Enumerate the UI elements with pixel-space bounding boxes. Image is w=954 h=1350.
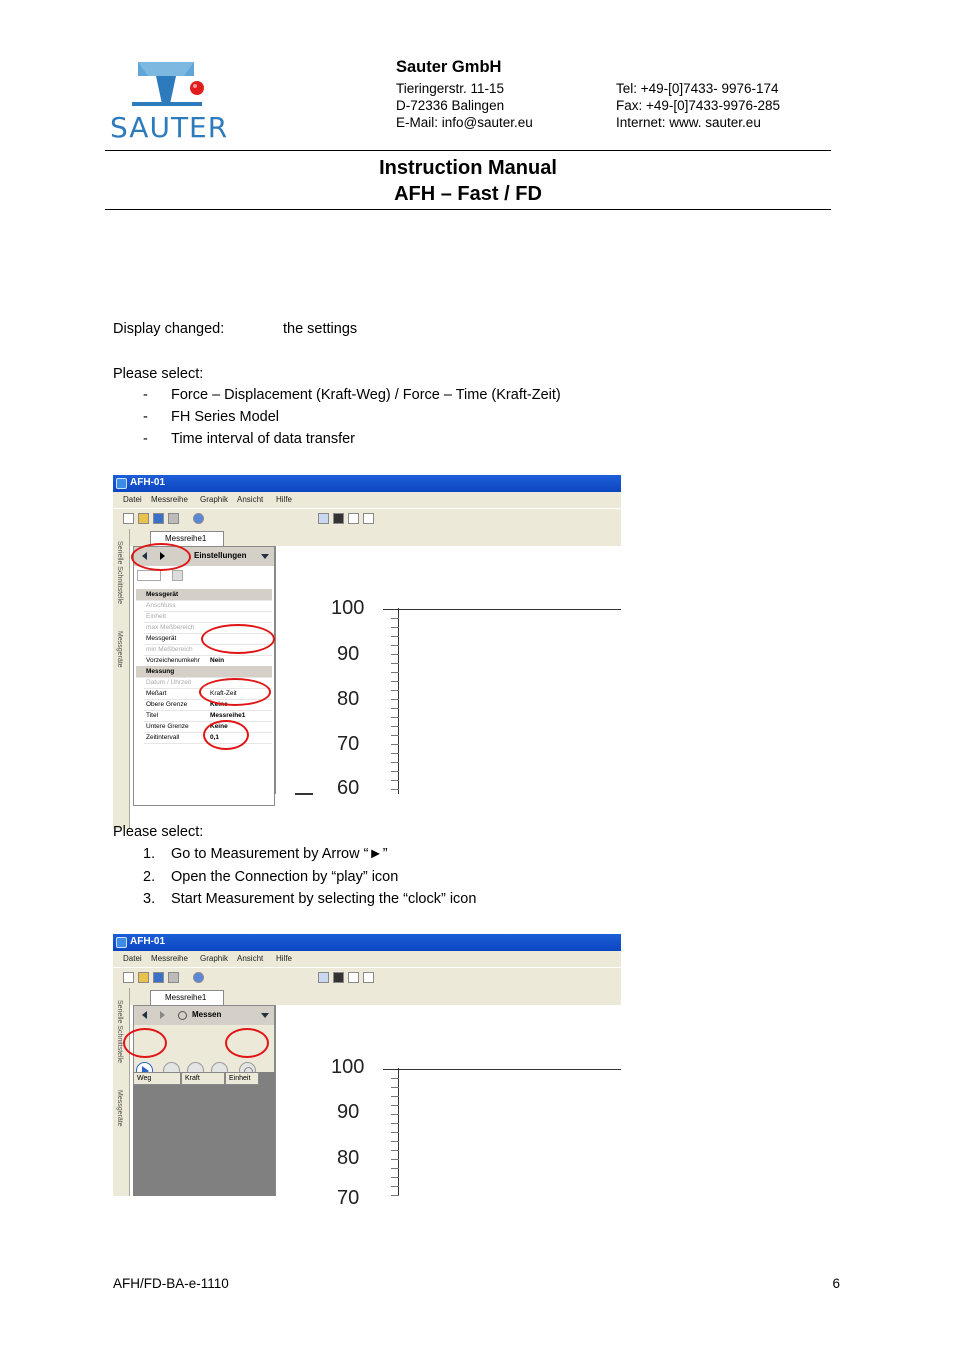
axis-minor-tick — [391, 789, 399, 790]
y-tick-label: 70 — [337, 733, 360, 755]
annotation-circle-messgeraet — [201, 624, 275, 654]
axis-minor-tick — [391, 1168, 399, 1169]
axis-minor-tick — [391, 771, 399, 772]
app-icon — [116, 937, 127, 948]
print-icon[interactable] — [168, 972, 179, 983]
sort-icon[interactable] — [137, 570, 161, 581]
y-tick-label: 60 — [337, 777, 360, 799]
column-header-kraft[interactable]: Kraft — [181, 1072, 225, 1085]
menu-graphik[interactable]: Graphik — [200, 954, 229, 963]
prop-messgeraet[interactable]: Messgerät — [144, 633, 272, 645]
axis-minor-tick — [391, 654, 399, 655]
graph-area — [275, 1005, 622, 1196]
axis-minor-tick — [391, 618, 399, 619]
side-tab-devices[interactable]: Messgeräte — [116, 1090, 123, 1127]
axis-minor-tick — [391, 735, 399, 736]
panel-title: Messen — [192, 1010, 222, 1019]
graph-top-line — [383, 1069, 621, 1070]
axis-minor-tick — [391, 1123, 399, 1124]
axis-minor-tick — [391, 690, 399, 691]
axis-minor-tick — [391, 744, 399, 745]
axis-minor-tick — [391, 1096, 399, 1097]
prop-vorzeichenumkehr[interactable]: Vorzeichenumkehr Nein — [144, 655, 272, 667]
fax-line: Fax: +49-[0]7433-9976-285 — [616, 98, 780, 113]
list-item: Time interval of data transfer — [171, 431, 356, 447]
axis-minor-tick — [391, 780, 399, 781]
menu-bar — [113, 492, 621, 508]
software-screenshot-measure — [113, 934, 621, 1209]
menu-datei[interactable]: Datei — [123, 954, 142, 963]
axis-minor-tick — [391, 1150, 399, 1151]
new-file-icon[interactable] — [123, 972, 134, 983]
axis-minor-tick — [391, 1195, 399, 1196]
y-tick-label: 90 — [337, 643, 360, 665]
axis-minor-tick — [391, 627, 399, 628]
panel-title: Einstellungen — [194, 551, 247, 560]
menu-hilfe[interactable]: Hilfe — [276, 954, 293, 963]
window-titlebar — [113, 934, 621, 951]
annotation-circle-zeitintervall — [203, 720, 249, 750]
export-icon[interactable] — [363, 513, 374, 524]
side-tab-serial[interactable]: Serielle Schnittstelle — [116, 1000, 123, 1064]
help-icon[interactable] — [193, 513, 204, 524]
y-tick-label: 100 — [331, 597, 365, 619]
zoom-icon[interactable] — [348, 972, 359, 983]
prop-min-messbereich[interactable]: min Meßbereich — [144, 644, 272, 656]
open-folder-icon[interactable] — [138, 972, 149, 983]
app-icon — [116, 478, 127, 489]
phone-line: Tel: +49-[0]7433- 9976-174 — [616, 81, 779, 96]
menu-messreihe[interactable]: Messreihe — [151, 495, 188, 504]
list-item: Start Measurement by selecting the “clock” icon — [171, 891, 477, 907]
prop-obere-grenze[interactable]: Obere Grenze Keine — [144, 699, 272, 711]
axis-minor-tick — [391, 681, 399, 682]
annotation-circle-play — [123, 1028, 167, 1058]
chart-icon[interactable] — [318, 513, 329, 524]
graph-area — [275, 546, 622, 794]
logo-text: SAUTER — [110, 111, 229, 144]
axis-minor-tick — [391, 1141, 399, 1142]
document-tab-row — [130, 529, 621, 546]
select-heading-1: Please select: — [113, 366, 204, 382]
address-line-2: D-72336 Balingen — [396, 98, 505, 113]
menu-hilfe[interactable]: Hilfe — [276, 495, 293, 504]
axis-minor-tick — [391, 762, 399, 763]
prop-datum-uhrzeit[interactable]: Datum / Uhrzeit — [144, 677, 272, 689]
chart-icon[interactable] — [318, 972, 329, 983]
footer-doc-code: AFH/FD-BA-e-1110 — [113, 1276, 229, 1291]
graph-top-line — [383, 609, 621, 610]
address-line-1: Tieringerstr. 11-15 — [396, 81, 505, 96]
axis-minor-tick — [391, 672, 399, 673]
software-screenshot-settings — [113, 475, 621, 799]
side-tab-devices[interactable]: Messgeräte — [116, 631, 123, 668]
y-tick-label: 80 — [337, 1147, 360, 1169]
header-rule-bottom — [105, 209, 831, 210]
side-tab-strip — [113, 529, 130, 829]
clock-icon — [178, 1011, 187, 1020]
prop-titel[interactable]: Titel Messreihe1 — [144, 710, 272, 722]
data-table — [133, 1072, 275, 1196]
select-heading-2: Please select: — [113, 824, 204, 840]
y-tick-label: 90 — [337, 1101, 360, 1123]
save-icon[interactable] — [153, 513, 164, 524]
axis-minor-tick — [391, 1132, 399, 1133]
axis-minor-tick — [391, 726, 399, 727]
axis-minor-tick — [391, 1177, 399, 1178]
list-number-1: 1. — [143, 846, 156, 862]
help-icon[interactable] — [193, 972, 204, 983]
y-tick-label: 80 — [337, 688, 360, 710]
property-page-icon[interactable] — [172, 570, 183, 581]
annotation-circle-messart — [199, 678, 271, 706]
y-tick-label: 70 — [337, 1187, 360, 1209]
window-title: AFH-01 — [130, 936, 166, 947]
list-item: Open the Connection by “play” icon — [171, 869, 399, 885]
prop-max-messbereich[interactable]: max Meßbereich — [144, 622, 272, 634]
settings-panel — [133, 546, 275, 806]
window-title: AFH-01 — [130, 477, 166, 488]
display-changed-label: Display changed: — [113, 321, 225, 337]
document-subtitle: AFH – Fast / FD — [394, 183, 542, 205]
annotation-circle-clock — [225, 1028, 269, 1058]
list-item: Go to Measurement by Arrow “►” — [171, 846, 388, 862]
bullet-2: - — [143, 409, 148, 425]
zoom-icon[interactable] — [348, 513, 359, 524]
axis-minor-tick — [391, 1105, 399, 1106]
column-header-weg[interactable]: Weg — [133, 1072, 181, 1085]
open-folder-icon[interactable] — [138, 513, 149, 524]
menu-bar — [113, 951, 621, 967]
footer-page-number: 6 — [832, 1276, 840, 1291]
export-icon[interactable] — [363, 972, 374, 983]
tab-messreihe1[interactable]: Messreihe1 — [150, 990, 224, 1005]
chevron-down-icon[interactable] — [261, 1013, 269, 1018]
toolbar — [113, 967, 621, 989]
axis-minor-tick — [391, 1087, 399, 1088]
axis-minor-tick — [391, 636, 399, 637]
prop-untere-grenze[interactable]: Untere Grenze Keine — [144, 721, 272, 733]
document-title: Instruction Manual — [379, 157, 557, 179]
menu-graphik[interactable]: Graphik — [200, 495, 229, 504]
axis-minor-tick — [391, 699, 399, 700]
axis-minor-tick — [391, 717, 399, 718]
column-header-einheit[interactable]: Einheit — [225, 1072, 259, 1085]
axis-minor-tick — [391, 1159, 399, 1160]
save-icon[interactable] — [153, 972, 164, 983]
company-name: Sauter GmbH — [396, 58, 502, 76]
toolbar — [113, 508, 621, 530]
side-tab-strip — [113, 988, 130, 1196]
tab-messreihe1[interactable]: Messreihe1 — [150, 531, 224, 546]
print-icon[interactable] — [168, 513, 179, 524]
menu-datei[interactable]: Datei — [123, 495, 142, 504]
list-number-3: 3. — [143, 891, 156, 907]
prop-zeitintervall[interactable]: Zeitintervall 0,1 — [144, 732, 272, 744]
axis-minor-tick — [391, 1186, 399, 1187]
group-messgeraet: Messgerät — [136, 589, 272, 601]
display-changed-value: the settings — [283, 321, 358, 337]
menu-ansicht[interactable]: Ansicht — [237, 495, 264, 504]
panel-header — [134, 1006, 274, 1025]
arrow-left-icon[interactable] — [142, 1011, 147, 1019]
grid-icon[interactable] — [333, 513, 344, 524]
window-titlebar — [113, 475, 621, 492]
chevron-down-icon[interactable] — [261, 554, 269, 559]
bullet-3: - — [143, 431, 148, 447]
group-messung: Messung — [136, 666, 272, 678]
axis-minor-tick — [391, 1114, 399, 1115]
header-rule-top — [105, 150, 831, 151]
website-line: Internet: www. sauter.eu — [616, 115, 761, 130]
axis-minor-tick — [391, 753, 399, 754]
annotation-circle-arrows — [131, 543, 191, 571]
email-line: E-Mail: info@sauter.eu — [396, 115, 533, 130]
side-tab-serial[interactable]: Serielle Schnittstelle — [116, 541, 123, 605]
list-item: Force – Displacement (Kraft-Weg) / Force – Time (Kraft-Zeit) — [171, 387, 561, 403]
menu-messreihe[interactable]: Messreihe — [151, 954, 188, 963]
axis-minor-tick — [391, 1078, 399, 1079]
axis-minor-tick — [391, 663, 399, 664]
list-item: FH Series Model — [171, 409, 279, 425]
graph-marker — [295, 793, 313, 795]
new-file-icon[interactable] — [123, 513, 134, 524]
bullet-1: - — [143, 387, 148, 403]
prop-anschluss[interactable]: Anschluss — [144, 600, 272, 612]
document-tab-row — [130, 988, 621, 1005]
axis-minor-tick — [391, 708, 399, 709]
menu-ansicht[interactable]: Ansicht — [237, 954, 264, 963]
prop-einheit[interactable]: Einheit — [144, 611, 272, 623]
y-tick-label: 100 — [331, 1056, 365, 1078]
arrow-right-icon[interactable] — [160, 1011, 165, 1019]
grid-icon[interactable] — [333, 972, 344, 983]
list-number-2: 2. — [143, 869, 156, 885]
axis-minor-tick — [391, 645, 399, 646]
prop-messart[interactable]: Meßart Kraft-Zeit — [144, 688, 272, 700]
